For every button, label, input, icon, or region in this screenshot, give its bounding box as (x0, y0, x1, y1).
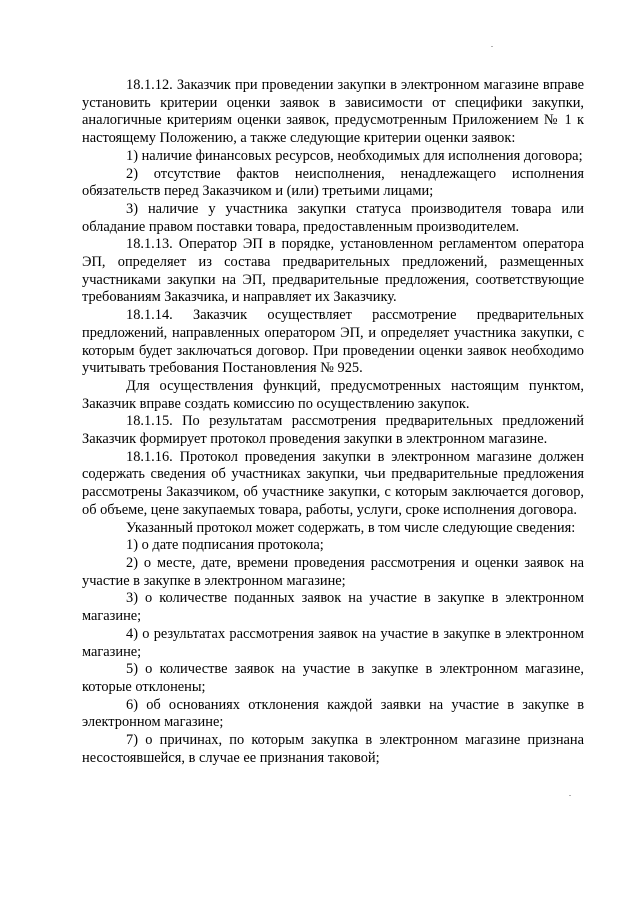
scan-speck (569, 795, 571, 796)
protocol-item-3: 3) о количестве поданных заявок на участие в закупке в электронном магазине; (82, 590, 584, 625)
paragraph-18-1-12: 18.1.12. Заказчик при проведении закупки в электронном магазине вправе установить критерии оценки заявок в зависимости от специфики закупки, аналогичные критериям оценки заявок, предусмотренным Приложением № 1 к настоящему Положению, а также следующие критерии оценки заявок: (82, 77, 584, 147)
protocol-intro-paragraph: Указанный протокол может содержать, в том числе следующие сведения: (126, 519, 576, 536)
protocol-item-4: 4) о результатах рассмотрения заявок на участие в закупке в электронном магазине; (82, 625, 584, 660)
criteria-item-2: 2) отсутствие фактов неисполнения, ненадлежащего исполнения обязательств перед Заказчиком и (или) третьими лицами; (82, 165, 584, 200)
protocol-item-2: 2) о месте, дате, времени проведения рассмотрения и оценки заявок на участие в закупке в электронном магазине; (82, 554, 584, 589)
paragraph-18-1-14: 18.1.14. Заказчик осуществляет рассмотрение предварительных предложений, направленных оператором ЭП, и определяет участника закупки, с которым будет заключаться договор. При проведении оценки заявок необходимо учитывать требования Постановления № 925. (82, 307, 584, 377)
commission-paragraph: Для осуществления функций, предусмотренных настоящим пунктом, Заказчик вправе создать комиссию по осуществлению закупок. (82, 377, 584, 412)
protocol-item-7: 7) о причинах, по которым закупка в электронном магазине признана несостоявшейся, в случае ее признания таковой; (82, 732, 584, 766)
criteria-item-1: 1) наличие финансовых ресурсов, необходимых для исполнения договора; (126, 147, 583, 164)
protocol-item-5: 5) о количестве заявок на участие в закупке в электронном магазине, которые отклонены; (82, 661, 584, 695)
document-body (82, 77, 584, 767)
paragraph-18-1-13: 18.1.13. Оператор ЭП в порядке, установленном регламентом оператора ЭП, определяет из состава предварительных предложений, размещенных участниками закупки на ЭП, предварительные предложения, соответствующие требованиям Заказчика, и направляет их Заказчику. (82, 236, 584, 306)
criteria-item-3: 3) наличие у участника закупки статуса производителя товара или обладание правом поставки товара, предоставленным производителем. (82, 200, 584, 235)
paragraph-18-1-16: 18.1.16. Протокол проведения закупки в электронном магазине должен содержать сведения об участниках закупки, чьи предварительные предложения рассмотрены Заказчиком, об участнике закупки, с которым заключается договор, об объеме, цене закупаемых товара, работы, услуги, сроке исполнения договора. (82, 448, 584, 518)
protocol-item-1: 1) о дате подписания протокола; (126, 537, 324, 554)
paragraph-18-1-15: 18.1.15. По результатам рассмотрения предварительных предложений Заказчик формирует протокол проведения закупки в электронном магазине. (82, 413, 584, 448)
scan-speck (491, 46, 493, 47)
protocol-item-6: 6) об основаниях отклонения каждой заявки на участие в закупке в электронном магазине; (82, 696, 584, 731)
